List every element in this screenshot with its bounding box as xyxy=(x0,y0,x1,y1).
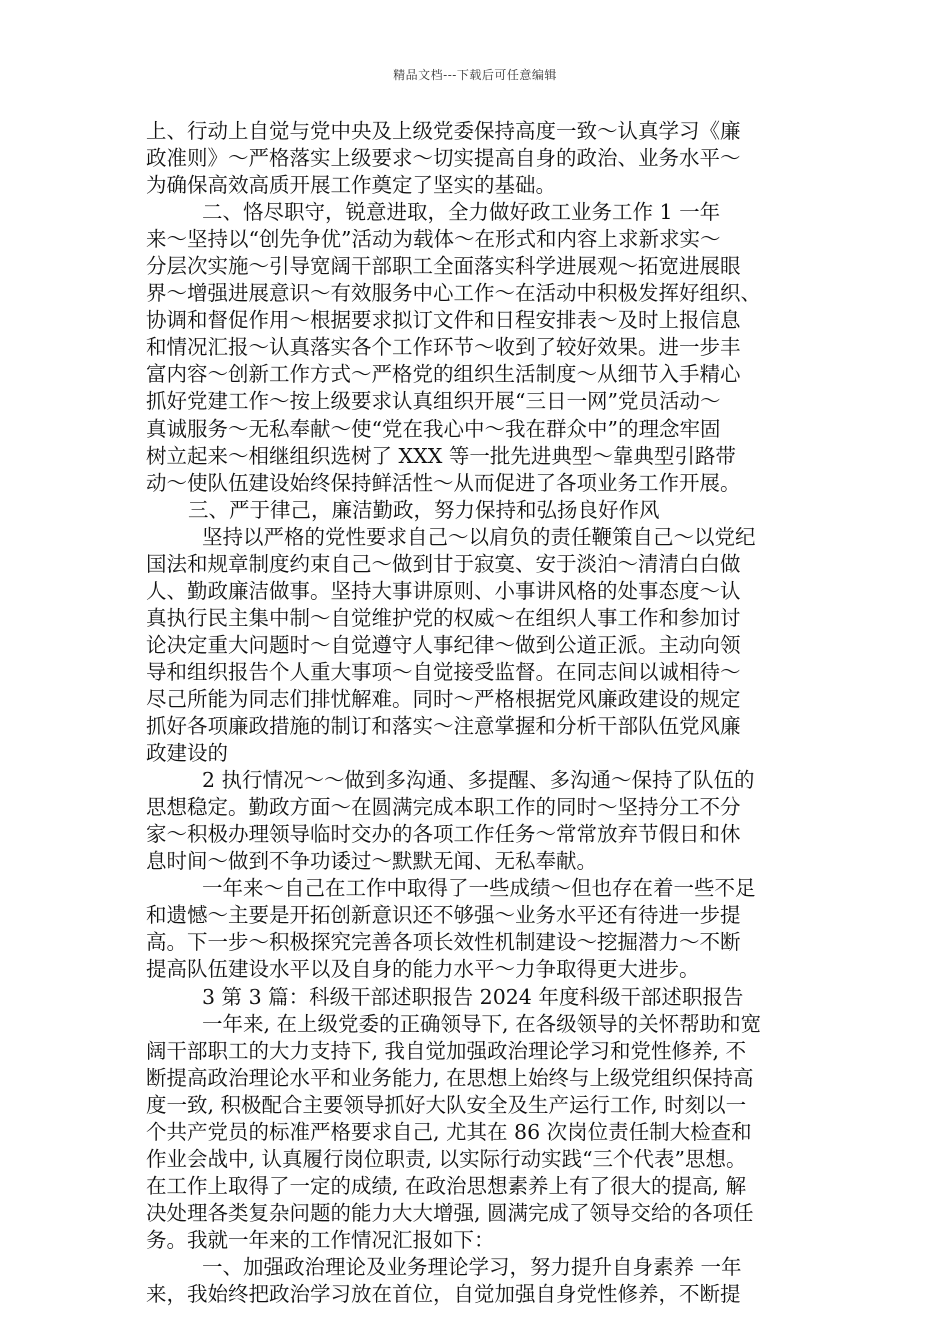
text-line: 来，我始终把政治学习放在首位，自觉加强自身党性修养，不断提 xyxy=(146,1282,741,1307)
text-line: 高。下一步～积极探究完善各项长效性机制建设～挖掘潜力～不断 xyxy=(146,930,741,955)
text-line: 息时间～做到不争功诿过～默默无闻、无私奉献。 xyxy=(146,849,597,874)
text-line: 动～使队伍建设始终保持鲜活性～从而促进了各项业务工作开展。 xyxy=(146,470,741,495)
text-line: 家～积极办理领导临时交办的各项工作任务～常常放弃节假日和休 xyxy=(146,822,741,847)
text-line: 抓好党建工作～按上级要求认真组织开展“三日一网”党员活动～ xyxy=(146,389,721,414)
text-line: 上、行动上自觉与党中央及上级党委保持高度一致～认真学习《廉 xyxy=(146,119,741,143)
text-line: 为确保高效高质开展工作奠定了坚实的基础。 xyxy=(146,173,556,198)
text-line: 个共产党员的标准严格要求自己, 尤其在 86 次岗位责任制大检查和 xyxy=(146,1119,752,1144)
text-line: 真执行民主集中制～自觉维护党的权威～在组织人事工作和参加讨 xyxy=(146,605,741,630)
section-heading: 一、加强政治理论及业务理论学习，努力提升自身素养 一年 xyxy=(202,1254,742,1279)
text-line: 一年来～自己在工作中取得了一些成绩～但也存在着一些不足 xyxy=(202,876,756,901)
text-line: 思想稳定。勤政方面～在圆满完成本职工作的同时～坚持分工不分 xyxy=(146,795,741,820)
text-line: 度一致, 积极配合主要领导抓好大队安全及生产运行工作, 时刻以一 xyxy=(146,1092,747,1117)
text-line: 富内容～创新工作方式～严格党的组织生活制度～从细节入手精心 xyxy=(146,362,741,387)
section-heading: 二、恪尽职守，锐意进取，全力做好政工业务工作 1 一年 xyxy=(202,200,721,225)
text-line: 一年来, 在上级党委的正确领导下, 在各级领导的关怀帮助和宽 xyxy=(202,1011,762,1036)
text-line: 真诚服务～无私奉献～使“党在我心中～我在群众中”的理念牢固 xyxy=(146,416,721,441)
text-line: 阔干部职工的大力支持下, 我自觉加强政治理论学习和党性修养, 不 xyxy=(146,1038,747,1063)
text-line: 和情况汇报～认真落实各个工作环节～收到了较好效果。进一步丰 xyxy=(146,335,741,360)
text-line: 坚持以严格的党性要求自己～以肩负的责任鞭策自己～以党纪 xyxy=(202,524,756,549)
page-header: 精品文档---下载后可任意编辑 xyxy=(393,68,557,82)
text-line: 务。我就一年来的工作情况汇报如下： xyxy=(146,1227,495,1252)
text-line: 论决定重大问题时～自觉遵守人事纪律～做到公道正派。主动向领 xyxy=(146,632,741,657)
text-line: 人、勤政廉洁做事。坚持大事讲原则、小事讲风格的处事态度～认 xyxy=(146,578,741,603)
text-line: 分层次实施～引导宽阔干部职工全面落实科学进展观～拓宽进展眼 xyxy=(146,254,741,279)
text-line: 作业会战中, 认真履行岗位职责, 以实际行动实践“三个代表”思想。 xyxy=(146,1146,747,1171)
section-title: 3 第 3 篇：科级干部述职报告 2024 年度科级干部述职报告 xyxy=(202,984,744,1009)
text-line: 政准则》～严格落实上级要求～切实提高自身的政治、业务水平～ xyxy=(146,146,741,171)
text-line: 抓好各项廉政措施的制订和落实～注意掌握和分析干部队伍党风廉 xyxy=(146,714,741,739)
text-line: 尽己所能为同志们排忧解难。同时～严格根据党风廉政建设的规定 xyxy=(146,686,741,711)
section-heading: 三、严于律己，廉洁勤政，努力保持和弘扬良好作风 xyxy=(188,497,660,522)
text-line: 界～增强进展意识～有效服务中心工作～在活动中积极发挥好组织、 xyxy=(146,281,761,306)
text-line: 国法和规章制度约束自己～做到甘于寂寞、安于淡泊～清清白白做 xyxy=(146,551,741,576)
text-line: 政建设的 xyxy=(146,741,228,766)
document-body xyxy=(146,118,822,1308)
text-line: 导和组织报告个人重大事项～自觉接受监督。在同志间以诚相待～ xyxy=(146,659,741,684)
text-line: 和遗憾～主要是开拓创新意识还不够强～业务水平还有待进一步提 xyxy=(146,903,741,928)
text-line: 树立起来～相继组织选树了 XXX 等一批先进典型～靠典型引路带 xyxy=(146,443,736,468)
text-line: 2 执行情况～～做到多沟通、多提醒、多沟通～保持了队伍的 xyxy=(202,768,755,793)
text-line: 决处理各类复杂问题的能力大大增强, 圆满完成了领导交给的各项任 xyxy=(146,1200,754,1225)
text-line: 提高队伍建设水平以及自身的能力水平～力争取得更大进步。 xyxy=(146,957,700,982)
text-line: 协调和督促作用～根据要求拟订文件和日程安排表～及时上报信息 xyxy=(146,308,741,333)
text-line: 在工作上取得了一定的成绩, 在政治思想素养上有了很大的提高, 解 xyxy=(146,1173,747,1198)
text-line: 断提高政治理论水平和业务能力, 在思想上始终与上级党组织保持高 xyxy=(146,1065,754,1090)
text-line: 来～坚持以“创先争优”活动为载体～在形式和内容上求新求实～ xyxy=(146,227,721,252)
